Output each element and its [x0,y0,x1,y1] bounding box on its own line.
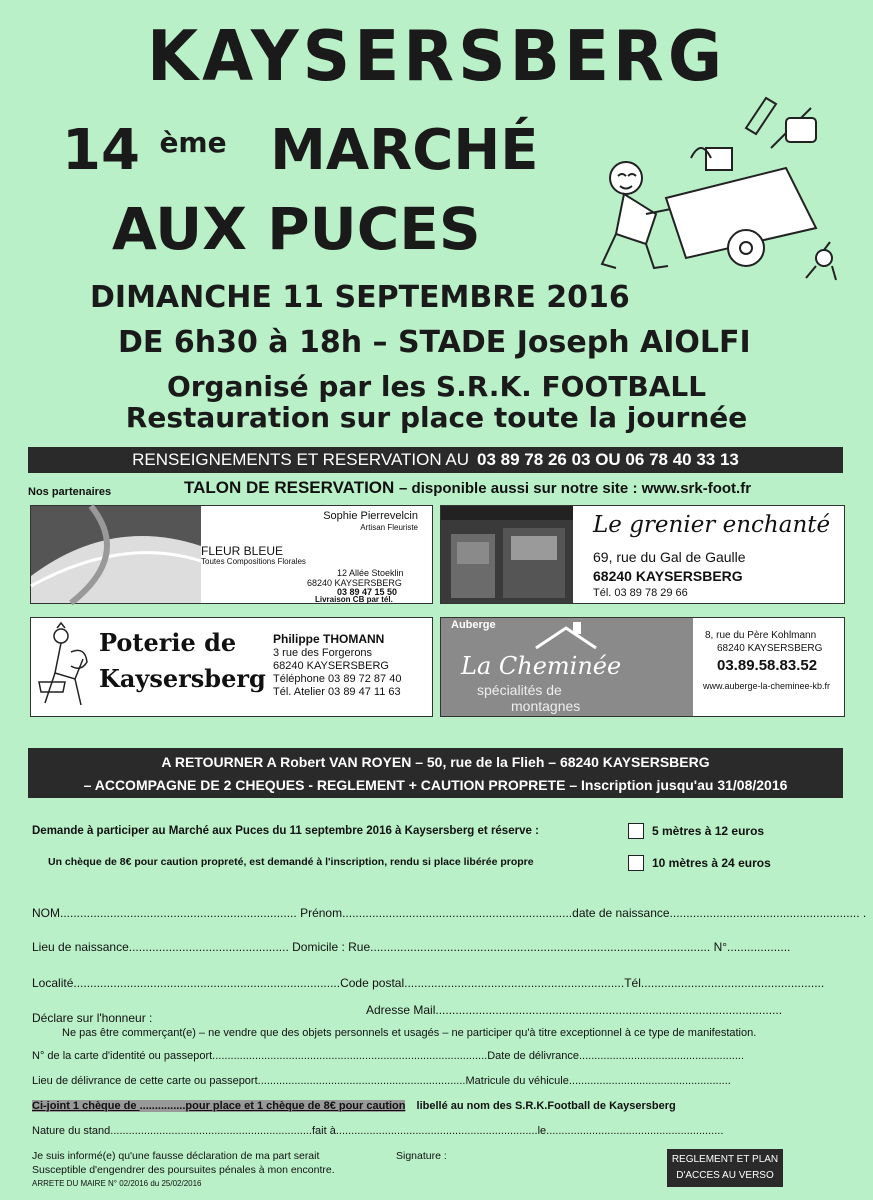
delivrance-label: Date de délivrance [487,1050,579,1062]
lieu-deliv-label: Lieu de délivrance de cette carte ou passeport [32,1075,258,1087]
row-cheque [32,1100,676,1112]
ad-grenier-enchante [440,505,845,604]
poterie-brand-2: Kaysersberg [99,664,266,693]
prenom-field[interactable]: ..................................................................... [342,906,573,920]
poterie-phone-2: Tél. Atelier 03 89 47 11 63 [273,686,401,698]
row-id [32,1050,762,1062]
poterie-street: 3 rue des Forgerons [273,647,373,659]
arrete-text: ARRETE DU MAIRE N° 02/2016 du 25/02/2016 [32,1179,202,1188]
cheque-text-b: pour place et 1 chèque de 8€ pour caution [185,1100,406,1112]
option-10m-checkbox[interactable] [628,855,644,871]
partners-label: Nos partenaires [28,486,112,498]
auberge-tag-1: spécialités de [477,682,562,698]
fleur-tagline: Toutes Compositions Florales [201,557,306,566]
potter-illustration [35,622,95,712]
talon-heading [184,478,751,498]
lieu-label: Lieu de naissance [32,940,129,954]
ad-auberge-cheminee [440,617,845,717]
nom-label: NOM [32,906,60,920]
grenier-city: 68240 KAYSERSBERG [593,568,743,584]
verso-line-1: REGLEMENT ET PLAN [671,1154,779,1165]
delivrance-field[interactable]: ...................................................... [578,1050,745,1062]
cheque-text-c: libellé au nom des S.R.K.Football de Kaysersberg [416,1100,676,1112]
ad-fleur-bleue [30,505,433,604]
row-locality [32,976,825,990]
legal-line-1: Je suis informé(e) qu'une fausse déclaration de ma part serait [32,1150,320,1162]
matricule-field[interactable]: ..................................................... [568,1075,731,1087]
auberge-street: 8, rue du Père Kohlmann [705,630,817,641]
auberge-label: Auberge [451,619,496,631]
tel-field[interactable]: ....................................................... [640,976,825,990]
legal-line-2: Susceptible d'engendrer des poursuites pénales à mon encontre. [32,1164,335,1176]
market-subtitle: AUX PUCES [112,195,481,263]
lieu-deliv-field[interactable]: .................................................................... [257,1075,466,1087]
matricule-label: Matricule du véhicule [465,1075,569,1087]
poterie-phone-1: Téléphone 03 89 72 87 40 [273,673,402,685]
carte-field[interactable]: .......................................................................................... [212,1050,488,1062]
flea-market-cart-illustration [596,88,846,288]
grenier-brand: Le grenier enchanté [593,512,831,538]
grenier-street: 69, rue du Gal de Gaulle [593,549,746,565]
edition-number: 14 [62,118,140,183]
dob-field[interactable]: ......................................................... . [669,906,867,920]
deposit-text: Un chèque de 8€ pour caution propreté, est demandé à l'inscription, rendu si place libérée propre [48,856,534,868]
event-hours: DE 6h30 à 18h – STADE Joseph AIOLFI [118,325,751,360]
row-birthplace [32,940,822,954]
verso-line-2: D'ACCES AU VERSO [676,1170,774,1181]
carte-label: N° de la carte d'identité ou passeport [32,1050,213,1062]
option-5m-checkbox[interactable] [628,823,644,839]
domicile-label: Domicile : Rue [292,940,371,954]
town-title: KAYSERSBERG [146,16,727,97]
market-title: MARCHÉ [270,118,539,183]
return-address: A RETOURNER A Robert VAN ROYEN – 50, rue de la Flieh – 68240 KAYSERSBERG [161,754,710,770]
nom-field[interactable]: ....................................................................... [60,906,297,920]
return-box [28,748,843,798]
auberge-tag-2: montagnes [511,698,581,714]
talon-title: TALON DE RESERVATION [184,478,395,497]
nature-label: Nature du stand [32,1125,111,1137]
talon-subtitle: – disponible aussi sur notre site : www.srk-foot.fr [399,480,752,497]
row-stand [32,1125,762,1137]
signature-label: Signature : [396,1150,447,1162]
no-field[interactable]: ................... [727,940,791,954]
fleur-brand: FLEUR BLEUE [201,544,284,558]
lieu-field[interactable]: ................................................ [128,940,289,954]
food-info: Restauration sur place toute la journée [125,401,748,434]
le-label: le [537,1125,547,1137]
prenom-label: Prénom [300,906,343,920]
fleur-street: 12 Allée Stoeklin [337,568,404,578]
email-row [366,1003,782,1017]
fait-field[interactable]: .................................................................. [335,1125,538,1137]
nature-field[interactable]: .................................................................. [110,1125,312,1137]
le-field[interactable]: .......................................................... [546,1125,724,1137]
fleur-owner: Sophie Pierrevelcin [323,510,418,522]
auberge-city: 68240 KAYSERSBERG [717,643,823,654]
chimney-logo-icon [531,620,601,650]
auberge-site: www.auberge-la-cheminee-kb.fr [703,681,831,691]
no-label: N° [713,940,728,954]
email-label: Adresse Mail [366,1003,436,1017]
verso-note [667,1149,783,1187]
fleur-delivery: Livraison CB par tél. [315,595,393,604]
email-field[interactable]: ........................................................................................................ [435,1003,783,1017]
cheque-amount-field[interactable]: ............... [139,1100,186,1112]
declare-label: Déclare sur l'honneur : [32,1011,153,1025]
domicile-field[interactable]: ...................................................................................................... [370,940,711,954]
row-name [32,906,867,920]
event-date: DIMANCHE 11 SEPTEMBRE 2016 [90,280,630,315]
poterie-city: 68240 KAYSERSBERG [273,660,389,672]
poterie-brand-1: Poterie de [99,628,237,657]
localite-field[interactable]: ................................................................................ [73,976,341,990]
request-text: Demande à participer au Marché aux Puces du 11 septembre 2016 à Kaysersberg et réserve : [32,825,539,837]
shop-front-photo [441,506,573,603]
cheque-text-a: Ci-joint 1 chèque de [32,1100,140,1112]
dob-label: date de naissance [572,906,670,920]
edition-suffix: ème [159,126,227,159]
fleur-role: Artisan Fleuriste [360,523,418,532]
organizer: Organisé par les S.R.K. FOOTBALL [166,370,707,403]
tel-label: Tél [624,976,641,990]
auberge-brand: La Cheminée [461,652,622,680]
grenier-phone: Tél. 03 89 78 29 66 [593,587,688,599]
edition-title [62,118,539,183]
return-conditions: – ACCOMPAGNE DE 2 CHEQUES - REGLEMENT + CAUTION PROPRETE – Inscription jusqu'au 31/08/2016 [83,777,788,793]
localite-label: Localité [32,976,74,990]
ad-poterie [30,617,433,717]
info-phones: 03 89 78 26 03 OU 06 78 40 33 13 [477,450,739,469]
fleur-city: 68240 KAYSERSBERG [307,578,402,588]
fleur-phone: 03 89 47 15 50 [337,587,398,597]
fait-label: fait à [312,1125,336,1137]
honour-statement: Ne pas être commerçant(e) – ne vendre que des objets personnels et usagés – ne participer qu'à titre exceptionnel à ce type de manifestation. [62,1027,757,1039]
info-bar [28,447,843,473]
option-10m-label: 10 mètres à 24 euros [652,856,771,870]
fleur-decor-graphic [31,506,201,603]
row-issue-place [32,1075,762,1087]
cp-label: Code postal [340,976,405,990]
poterie-owner: Philippe THOMANN [273,632,385,646]
option-5m-label: 5 mètres à 12 euros [652,824,765,838]
cp-field[interactable]: .................................................................. [404,976,625,990]
auberge-phone: 03.89.58.83.52 [717,657,818,674]
info-label: RENSEIGNEMENTS ET RESERVATION AU [132,450,470,469]
